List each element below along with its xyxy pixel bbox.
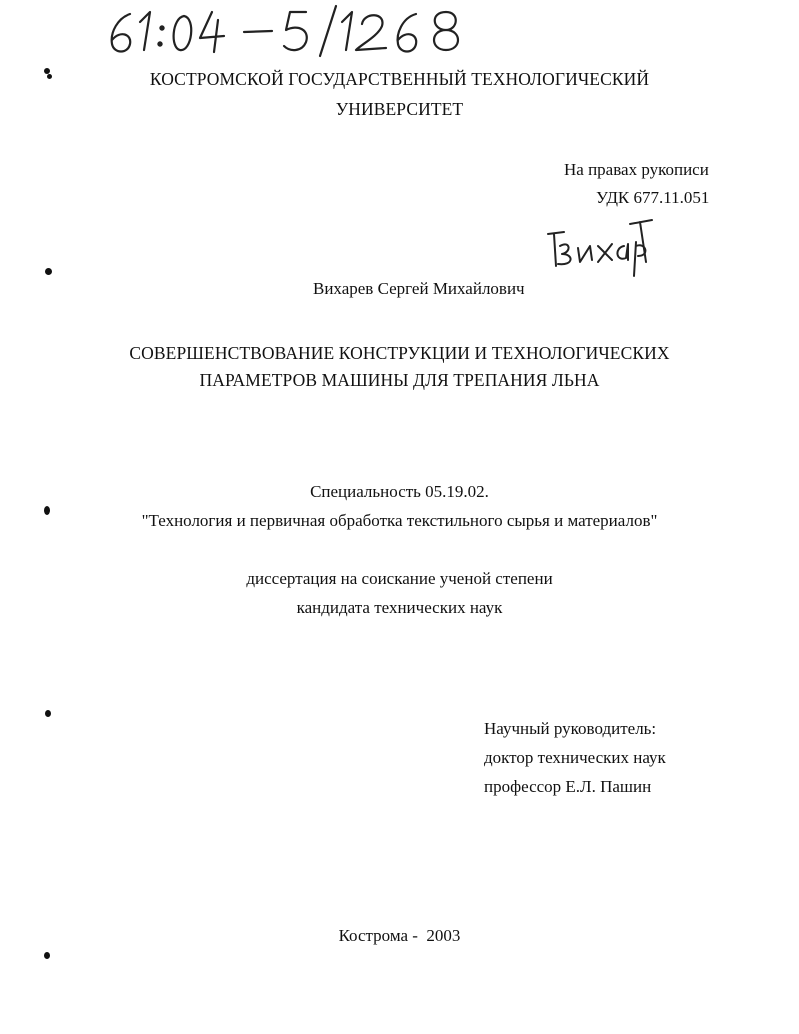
dissertation-title-line1: СОВЕРШЕНСТВОВАНИЕ КОНСТРУКЦИИ И ТЕХНОЛОГИЧЕСКИХ bbox=[129, 343, 670, 363]
supervisor-label: Научный руководитель: bbox=[484, 719, 657, 738]
degree-line1: диссертация на соискание ученой степени bbox=[246, 569, 553, 588]
manuscript-rights: На правах рукописи bbox=[564, 160, 709, 179]
city-year: Кострома - 2003 bbox=[338, 926, 461, 945]
margin-mark bbox=[45, 710, 51, 717]
institution-name-line2: УНИВЕРСИТЕТ bbox=[335, 99, 464, 119]
handwritten-archive-number bbox=[100, 0, 480, 62]
margin-mark bbox=[45, 268, 52, 275]
degree-line2: кандидата технических наук bbox=[296, 598, 503, 617]
author-name: Вихарев Сергей Михайлович bbox=[313, 279, 525, 298]
specialty-code: Специальность 05.19.02. bbox=[310, 482, 489, 501]
dissertation-title-line2: ПАРАМЕТРОВ МАШИНЫ ДЛЯ ТРЕПАНИЯ ЛЬНА bbox=[199, 370, 600, 390]
udk-code: УДК 677.11.051 bbox=[596, 188, 710, 207]
institution-name-line1: КОСТРОМСКОЙ ГОСУДАРСТВЕННЫЙ ТЕХНОЛОГИЧЕСКИЙ bbox=[149, 69, 650, 89]
supervisor-degree: доктор технических наук bbox=[484, 748, 666, 767]
margin-mark bbox=[44, 952, 50, 959]
supervisor-name: профессор Е.Л. Пашин bbox=[484, 777, 652, 796]
author-signature bbox=[540, 212, 660, 282]
specialty-name: "Технология и первичная обработка текстильного сырья и материалов" bbox=[141, 511, 658, 530]
